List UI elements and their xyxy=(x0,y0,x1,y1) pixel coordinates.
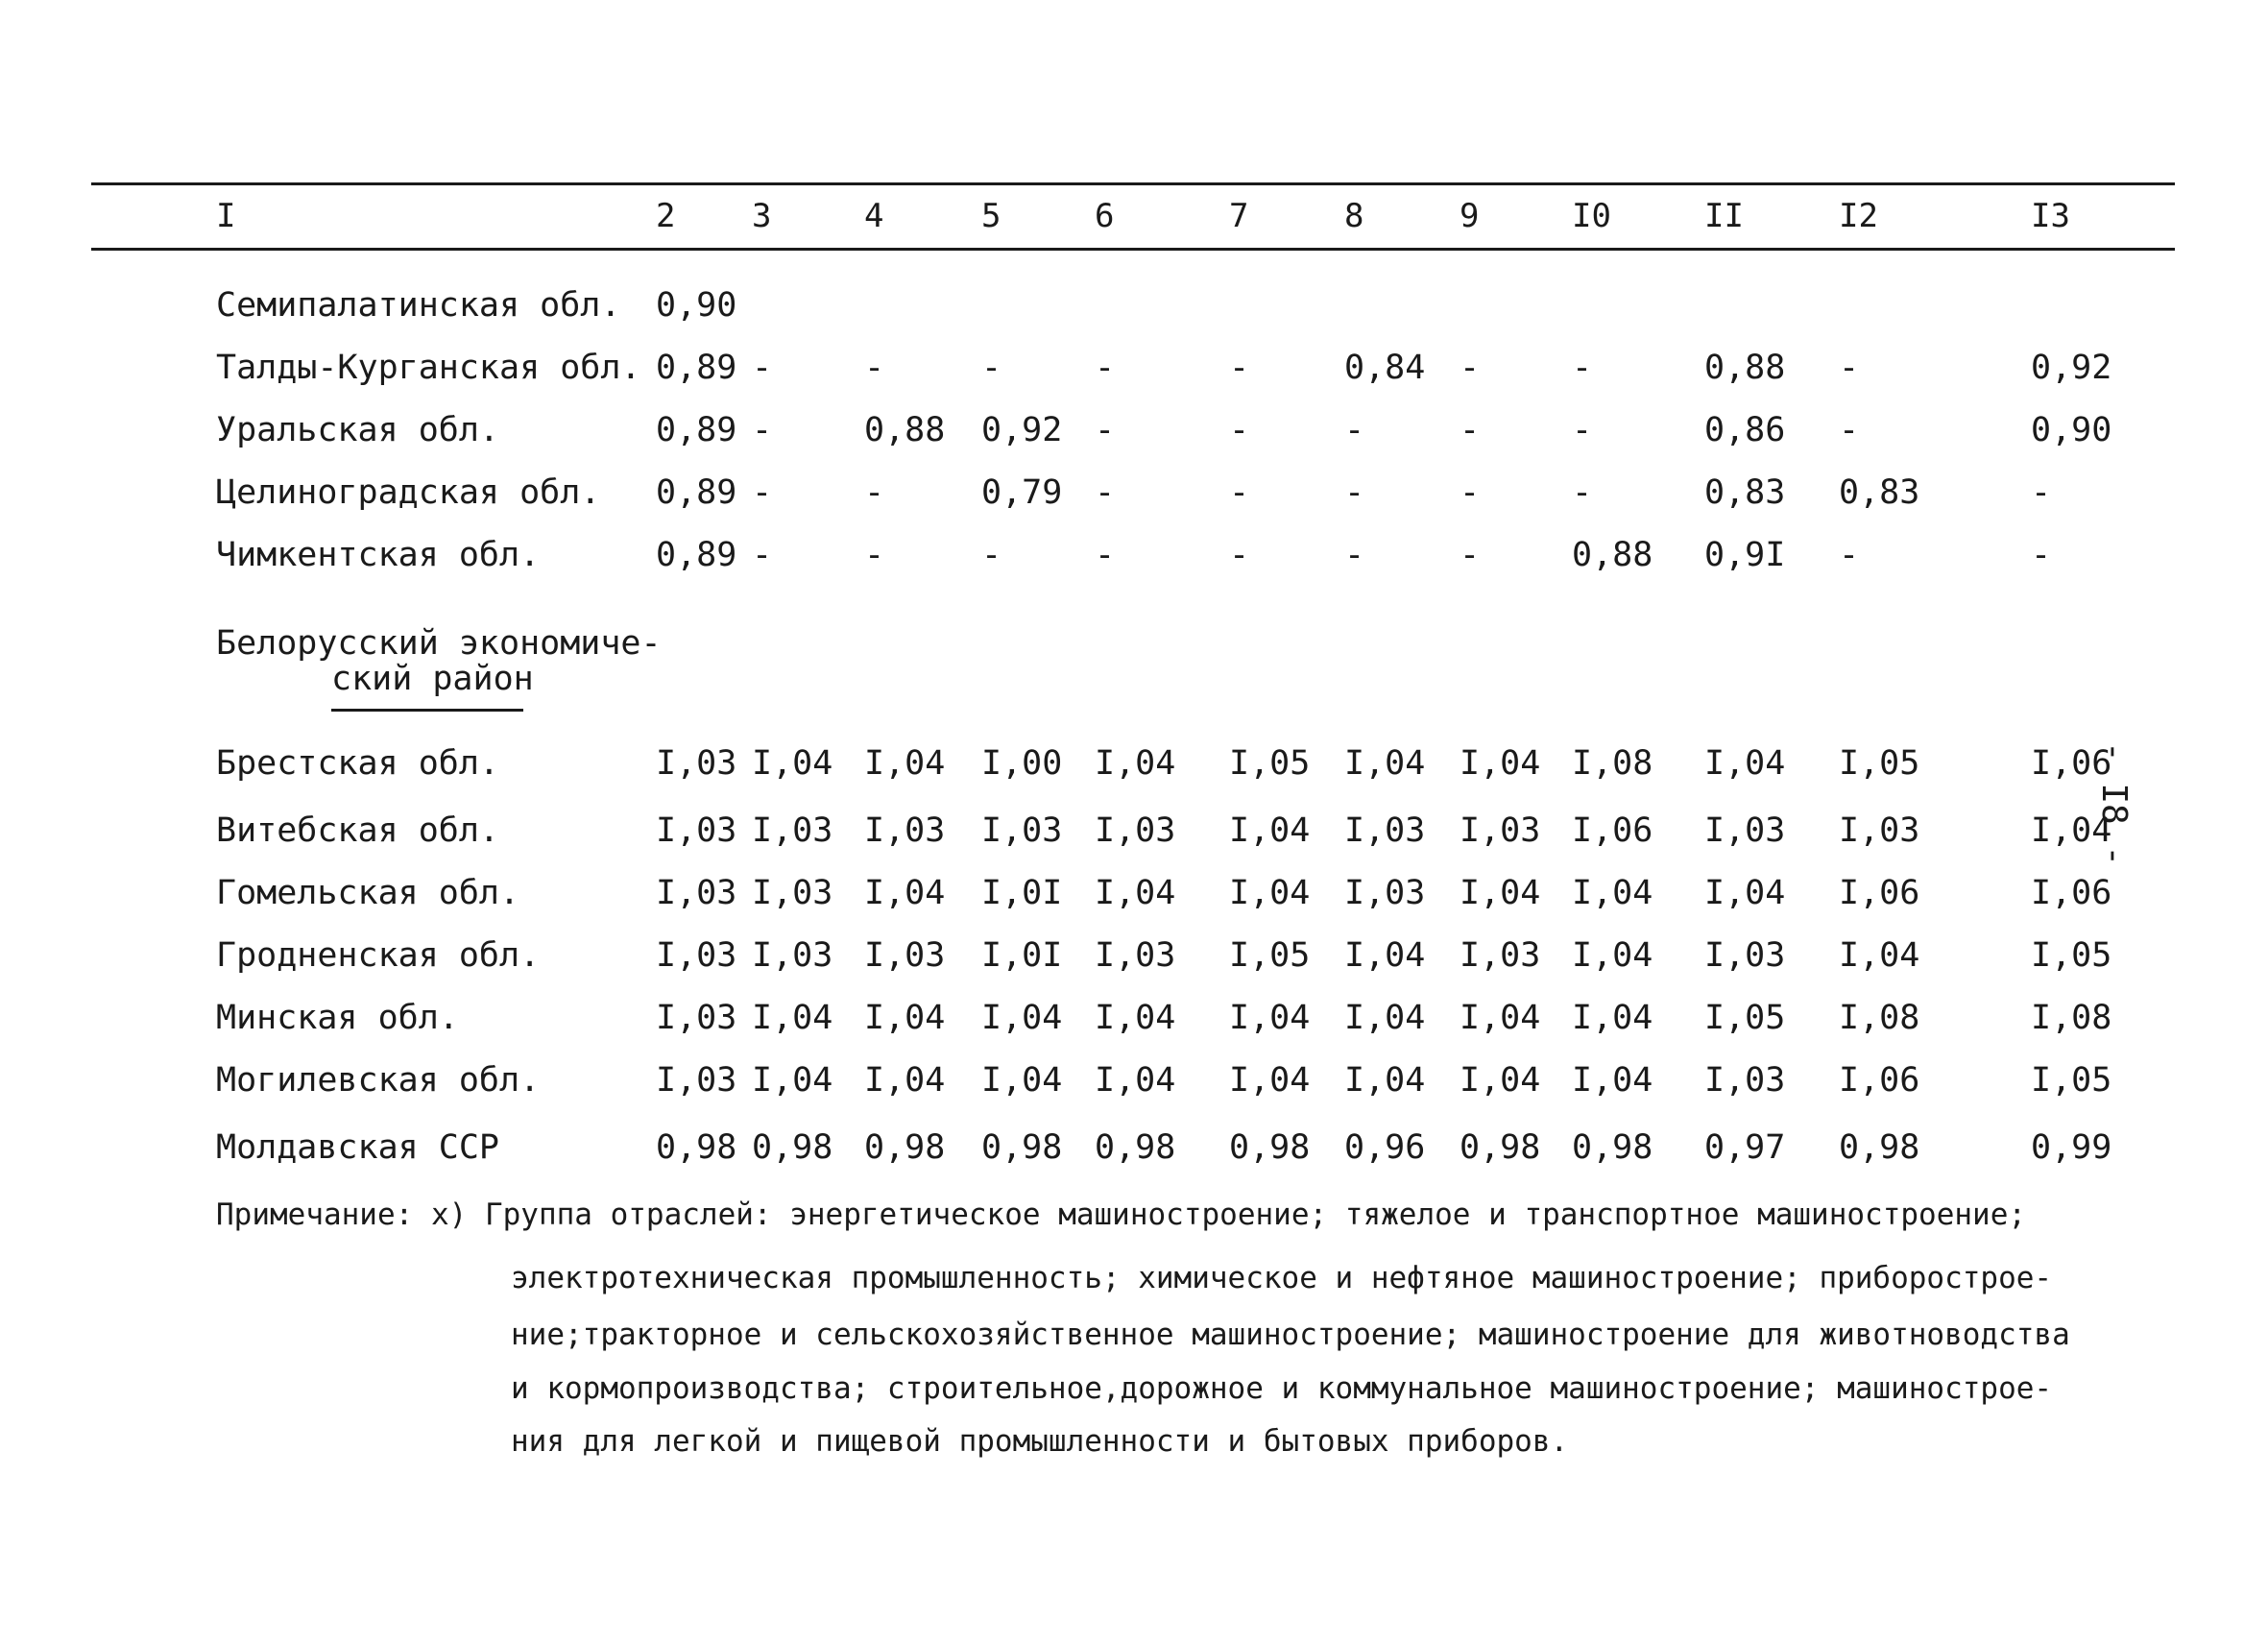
table-cell: 0,98 xyxy=(981,1128,1063,1167)
table-cell: 0,90 xyxy=(2031,411,2112,449)
table-cell: - xyxy=(1460,473,1481,512)
table-cell: 0,89 xyxy=(656,411,737,449)
table-cell: - xyxy=(1460,349,1481,387)
table-cell: 0,98 xyxy=(656,1128,737,1167)
column-header: I xyxy=(216,197,236,235)
column-header: I2 xyxy=(1839,197,1878,235)
table-cell: 0,9I xyxy=(1704,536,1786,574)
table-cell: 0,89 xyxy=(656,473,737,512)
table-cell: 0,89 xyxy=(656,536,737,574)
table-cell: I,04 xyxy=(1095,1061,1176,1100)
column-header: 3 xyxy=(752,197,772,235)
table-cell: I,03 xyxy=(1704,936,1786,975)
table-cell: I,03 xyxy=(752,811,833,850)
table-cell: - xyxy=(1229,411,1250,449)
table-cell: - xyxy=(1095,473,1116,512)
table-cell: I,06 xyxy=(2031,744,2112,783)
table-cell: I,08 xyxy=(2031,999,2112,1037)
table-cell: - xyxy=(1572,349,1593,387)
table-cell: I,04 xyxy=(981,1061,1063,1100)
table-cell: - xyxy=(1229,349,1250,387)
header-bottom-rule xyxy=(91,248,2175,251)
footnote-line: ния для легкой и пищевой промышленности и бытовых приборов. xyxy=(511,1424,1569,1459)
table-cell: I,03 xyxy=(656,936,737,975)
table-cell: I,05 xyxy=(2031,936,2112,975)
footnote-line: ние;тракторное и сельскохозяйственное машиностроение; машиностроение для животноводства xyxy=(511,1318,2070,1352)
row-label: Семипалатинская обл. xyxy=(216,286,621,325)
table-cell: I,00 xyxy=(981,744,1063,783)
row-label: Уральская обл. xyxy=(216,411,500,449)
column-header: II xyxy=(1704,197,1744,235)
table-cell: I,05 xyxy=(1229,936,1311,975)
table-cell: I,04 xyxy=(1704,744,1786,783)
table-cell: I,04 xyxy=(1460,744,1541,783)
row-label: Брестская обл. xyxy=(216,744,500,783)
table-cell: I,04 xyxy=(1229,999,1311,1037)
column-header: 4 xyxy=(864,197,884,235)
table-cell: I,0I xyxy=(981,874,1063,912)
table-cell: I,04 xyxy=(1572,874,1653,912)
table-cell: 0,84 xyxy=(1344,349,1426,387)
table-cell: I,04 xyxy=(1344,744,1426,783)
table-cell: I,03 xyxy=(1704,1061,1786,1100)
table-cell: 0,86 xyxy=(1704,411,1786,449)
table-cell: I,03 xyxy=(1839,811,1920,850)
table-cell: I,04 xyxy=(864,744,946,783)
table-cell: I,04 xyxy=(752,744,833,783)
table-cell: I,04 xyxy=(1095,744,1176,783)
table-cell: - xyxy=(981,349,1002,387)
section-heading-line2: ский район xyxy=(331,660,534,698)
table-cell: I,04 xyxy=(1095,874,1176,912)
table-cell: I,03 xyxy=(656,744,737,783)
table-cell: 0,98 xyxy=(1572,1128,1653,1167)
table-top-rule xyxy=(91,182,2175,185)
table-cell: I,04 xyxy=(864,1061,946,1100)
table-cell: I,03 xyxy=(864,811,946,850)
table-cell: 0,92 xyxy=(981,411,1063,449)
table-cell: 0,99 xyxy=(2031,1128,2112,1167)
table-cell: - xyxy=(1572,411,1593,449)
table-cell: - xyxy=(2031,473,2052,512)
table-cell: I,04 xyxy=(752,1061,833,1100)
table-cell: 0,98 xyxy=(864,1128,946,1167)
column-header: 9 xyxy=(1460,197,1480,235)
table-cell: 0,88 xyxy=(1704,349,1786,387)
table-cell: - xyxy=(864,349,885,387)
table-cell: I,03 xyxy=(752,936,833,975)
column-header: 6 xyxy=(1095,197,1115,235)
table-cell: - xyxy=(1572,473,1593,512)
table-cell: I,04 xyxy=(1460,874,1541,912)
section-underline xyxy=(331,709,523,712)
table-cell: I,03 xyxy=(981,811,1063,850)
table-cell: I,04 xyxy=(2031,811,2112,850)
table-cell: I,04 xyxy=(1229,1061,1311,1100)
table-cell: I,04 xyxy=(1572,999,1653,1037)
table-cell: - xyxy=(1839,349,1860,387)
table-cell: I,04 xyxy=(864,874,946,912)
footnote-line: Примечание: х) Группа отраслей: энергетическое машиностроение; тяжелое и транспортное машиностроение; xyxy=(216,1197,2027,1232)
table-cell: I,06 xyxy=(1572,811,1653,850)
table-cell: I,03 xyxy=(864,936,946,975)
row-label: Чимкентская обл. xyxy=(216,536,541,574)
row-label: Молдавская ССР xyxy=(216,1128,500,1167)
column-header: 2 xyxy=(656,197,676,235)
table-cell: I,04 xyxy=(1460,999,1541,1037)
row-label: Минская обл. xyxy=(216,999,459,1037)
table-cell: - xyxy=(752,473,773,512)
table-cell: I,04 xyxy=(1229,874,1311,912)
table-cell: I,06 xyxy=(2031,874,2112,912)
table-cell: I,04 xyxy=(1704,874,1786,912)
table-cell: - xyxy=(1344,473,1365,512)
table-cell: I,05 xyxy=(1704,999,1786,1037)
table-cell: - xyxy=(752,411,773,449)
table-cell: 0,89 xyxy=(656,349,737,387)
table-cell: 0,97 xyxy=(1704,1128,1786,1167)
table-cell: I,03 xyxy=(656,999,737,1037)
table-cell: I,03 xyxy=(1460,936,1541,975)
table-cell: 0,79 xyxy=(981,473,1063,512)
column-header: I0 xyxy=(1572,197,1611,235)
row-label: Гомельская обл. xyxy=(216,874,520,912)
row-label: Гродненская обл. xyxy=(216,936,541,975)
table-cell: I,06 xyxy=(1839,874,1920,912)
table-cell: I,03 xyxy=(1095,811,1176,850)
column-header: 5 xyxy=(981,197,1001,235)
table-cell: 0,83 xyxy=(1704,473,1786,512)
table-cell: I,03 xyxy=(656,874,737,912)
table-cell: I,04 xyxy=(1839,936,1920,975)
table-cell: I,05 xyxy=(1839,744,1920,783)
table-cell: I,08 xyxy=(1572,744,1653,783)
table-cell: - xyxy=(1460,411,1481,449)
table-cell: - xyxy=(1229,473,1250,512)
table-cell: I,03 xyxy=(656,1061,737,1100)
table-cell: - xyxy=(1229,536,1250,574)
table-cell: - xyxy=(1344,536,1365,574)
table-cell: I,03 xyxy=(1704,811,1786,850)
table-cell: - xyxy=(2031,536,2052,574)
table-cell: - xyxy=(1839,411,1860,449)
table-cell: I,03 xyxy=(656,811,737,850)
table-cell: - xyxy=(752,536,773,574)
table-cell: I,03 xyxy=(1344,874,1426,912)
table-cell: I,03 xyxy=(1344,811,1426,850)
table-cell: I,04 xyxy=(1344,936,1426,975)
table-cell: - xyxy=(752,349,773,387)
page-number: - I8 - xyxy=(2094,741,2134,867)
table-cell: 0,88 xyxy=(1572,536,1653,574)
table-cell: - xyxy=(1095,536,1116,574)
table-cell: - xyxy=(1095,411,1116,449)
table-cell: I,04 xyxy=(1229,811,1311,850)
table-cell: I,06 xyxy=(1839,1061,1920,1100)
table-cell: 0,90 xyxy=(656,286,737,325)
table-cell: 0,88 xyxy=(864,411,946,449)
row-label: Витебская обл. xyxy=(216,811,500,850)
table-cell: 0,98 xyxy=(1460,1128,1541,1167)
table-cell: I,04 xyxy=(864,999,946,1037)
table-cell: - xyxy=(1460,536,1481,574)
row-label: Целиноградская обл. xyxy=(216,473,601,512)
table-cell: 0,96 xyxy=(1344,1128,1426,1167)
table-cell: I,04 xyxy=(1095,999,1176,1037)
table-cell: I,03 xyxy=(1460,811,1541,850)
table-cell: I,04 xyxy=(1572,936,1653,975)
table-cell: I,03 xyxy=(1095,936,1176,975)
table-cell: I,05 xyxy=(2031,1061,2112,1100)
table-cell: I,0I xyxy=(981,936,1063,975)
table-cell: - xyxy=(864,473,885,512)
table-cell: - xyxy=(864,536,885,574)
table-cell: 0,98 xyxy=(1839,1128,1920,1167)
column-header: 8 xyxy=(1344,197,1364,235)
table-cell: - xyxy=(1095,349,1116,387)
section-heading-line1: Белорусский экономиче- xyxy=(216,624,662,663)
footnote-line: и кормопроизводства; строительное,дорожное и коммунальное машиностроение; машинострое- xyxy=(511,1371,2053,1406)
table-cell: I,04 xyxy=(1572,1061,1653,1100)
table-cell: - xyxy=(1839,536,1860,574)
row-label: Талды-Курганская обл. xyxy=(216,349,641,387)
table-cell: I,03 xyxy=(752,874,833,912)
table-cell: - xyxy=(1344,411,1365,449)
table-cell: 0,92 xyxy=(2031,349,2112,387)
table-cell: 0,98 xyxy=(1229,1128,1311,1167)
table-cell: I,04 xyxy=(752,999,833,1037)
footnote-line: электротехническая промышленность; химическое и нефтяное машиностроение; приборострое- xyxy=(511,1261,2053,1295)
column-header: I3 xyxy=(2031,197,2070,235)
row-label: Могилевская обл. xyxy=(216,1061,541,1100)
table-cell: I,05 xyxy=(1229,744,1311,783)
table-cell: I,04 xyxy=(1344,1061,1426,1100)
column-header: 7 xyxy=(1229,197,1249,235)
table-cell: 0,98 xyxy=(752,1128,833,1167)
table-cell: 0,98 xyxy=(1095,1128,1176,1167)
table-cell: I,04 xyxy=(1460,1061,1541,1100)
table-cell: I,04 xyxy=(981,999,1063,1037)
table-cell: I,08 xyxy=(1839,999,1920,1037)
table-cell: I,04 xyxy=(1344,999,1426,1037)
section-heading xyxy=(216,626,662,697)
table-cell: - xyxy=(981,536,1002,574)
table-cell: 0,83 xyxy=(1839,473,1920,512)
